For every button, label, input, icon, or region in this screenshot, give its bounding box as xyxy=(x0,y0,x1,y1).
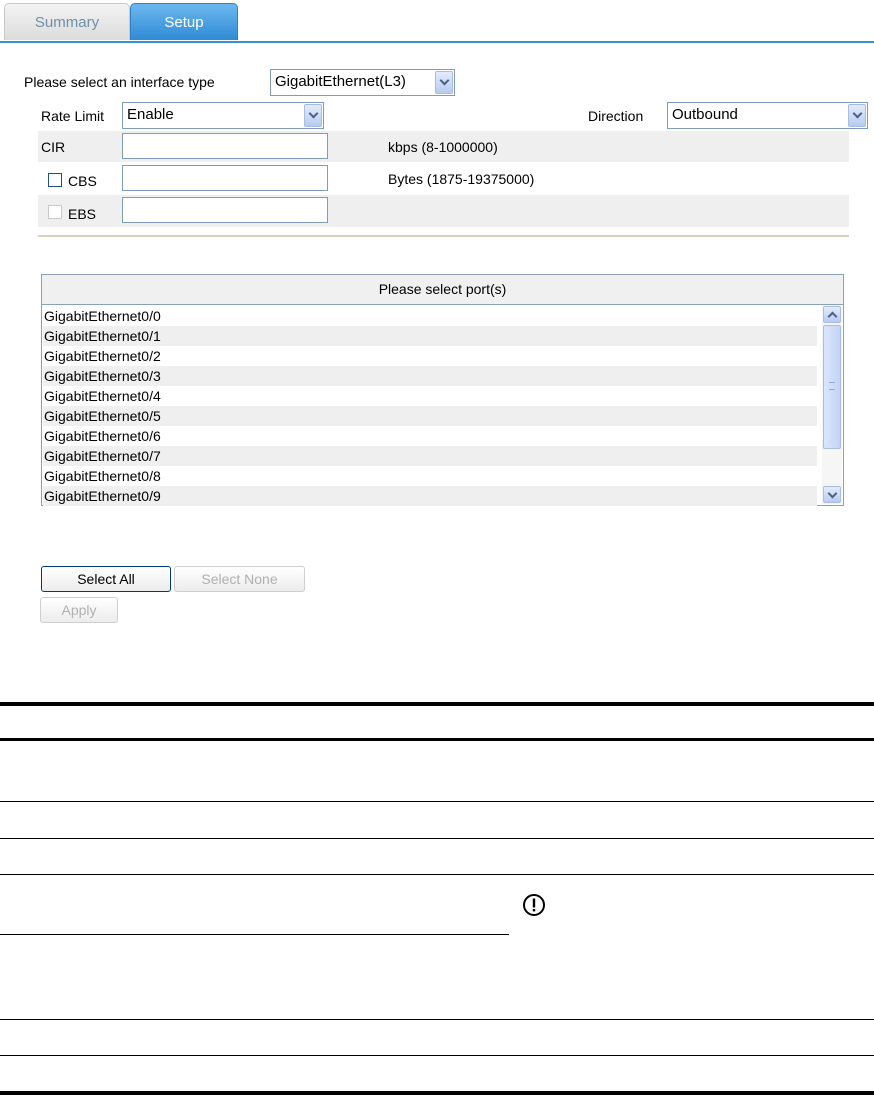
table-bottom-rule xyxy=(0,1091,874,1095)
port-list-item[interactable]: GigabitEthernet0/4 xyxy=(44,388,161,404)
apply-button[interactable]: Apply xyxy=(40,597,118,623)
scrollbar-thumb[interactable] xyxy=(823,325,841,449)
port-list-items xyxy=(43,306,817,506)
table-row-divider xyxy=(0,1055,874,1056)
chevron-down-icon[interactable] xyxy=(848,104,866,127)
ebs-label: EBS xyxy=(68,206,97,222)
tab-setup[interactable]: Setup xyxy=(130,3,238,40)
port-list-item[interactable]: GigabitEthernet0/3 xyxy=(43,366,817,386)
cir-range-hint: kbps (8-1000000) xyxy=(388,139,498,155)
port-list-item[interactable]: GigabitEthernet0/6 xyxy=(44,428,161,444)
port-list-item[interactable]: GigabitEthernet0/9 xyxy=(43,486,817,506)
rate-limit-label: Rate Limit xyxy=(41,108,105,124)
cbs-label: CBS xyxy=(68,173,97,189)
rate-limit-select[interactable] xyxy=(122,102,324,129)
caution-icon xyxy=(522,893,546,917)
table-row-divider xyxy=(0,801,874,802)
cbs-checkbox[interactable] xyxy=(48,173,62,187)
section-divider xyxy=(38,235,849,237)
interface-type-label: Please select an interface type xyxy=(24,74,215,90)
scroll-up-icon[interactable] xyxy=(823,306,841,323)
cir-input[interactable] xyxy=(122,133,328,159)
chevron-down-icon[interactable] xyxy=(435,71,453,94)
port-list-item[interactable]: GigabitEthernet0/0 xyxy=(44,308,161,324)
interface-type-value: GigabitEthernet(L3) xyxy=(275,73,406,90)
port-select-list[interactable] xyxy=(41,274,844,506)
tab-bar xyxy=(0,0,874,43)
port-list-item[interactable]: GigabitEthernet0/1 xyxy=(43,326,817,346)
port-list-item[interactable]: GigabitEthernet0/8 xyxy=(44,468,161,484)
select-all-button[interactable]: Select All xyxy=(41,566,171,592)
cbs-range-hint: Bytes (1875-19375000) xyxy=(388,171,535,187)
ebs-input[interactable] xyxy=(122,197,328,223)
direction-select[interactable] xyxy=(667,102,868,129)
table-row-divider xyxy=(0,838,874,839)
table-row-divider xyxy=(0,1019,874,1020)
table-row-divider xyxy=(0,934,509,935)
table-header-rule xyxy=(0,738,874,741)
table-top-rule xyxy=(0,702,874,706)
scroll-down-icon[interactable] xyxy=(823,486,841,503)
chevron-down-icon[interactable] xyxy=(304,104,322,127)
port-list-item[interactable]: GigabitEthernet0/2 xyxy=(44,348,161,364)
rate-limit-value: Enable xyxy=(127,106,174,123)
tab-summary[interactable]: Summary xyxy=(4,3,130,40)
ebs-checkbox[interactable] xyxy=(48,205,62,219)
port-list-item[interactable]: GigabitEthernet0/5 xyxy=(43,406,817,426)
port-list-scrollbar[interactable] xyxy=(822,305,842,504)
interface-type-select[interactable] xyxy=(270,69,455,96)
select-none-button[interactable]: Select None xyxy=(174,566,305,592)
cir-label: CIR xyxy=(41,139,66,155)
direction-value: Outbound xyxy=(672,106,738,123)
port-list-item[interactable]: GigabitEthernet0/7 xyxy=(43,446,817,466)
port-list-header: Please select port(s) xyxy=(42,275,843,305)
direction-label: Direction xyxy=(588,108,644,124)
cbs-input[interactable] xyxy=(122,165,328,191)
table-row-divider xyxy=(0,874,874,875)
